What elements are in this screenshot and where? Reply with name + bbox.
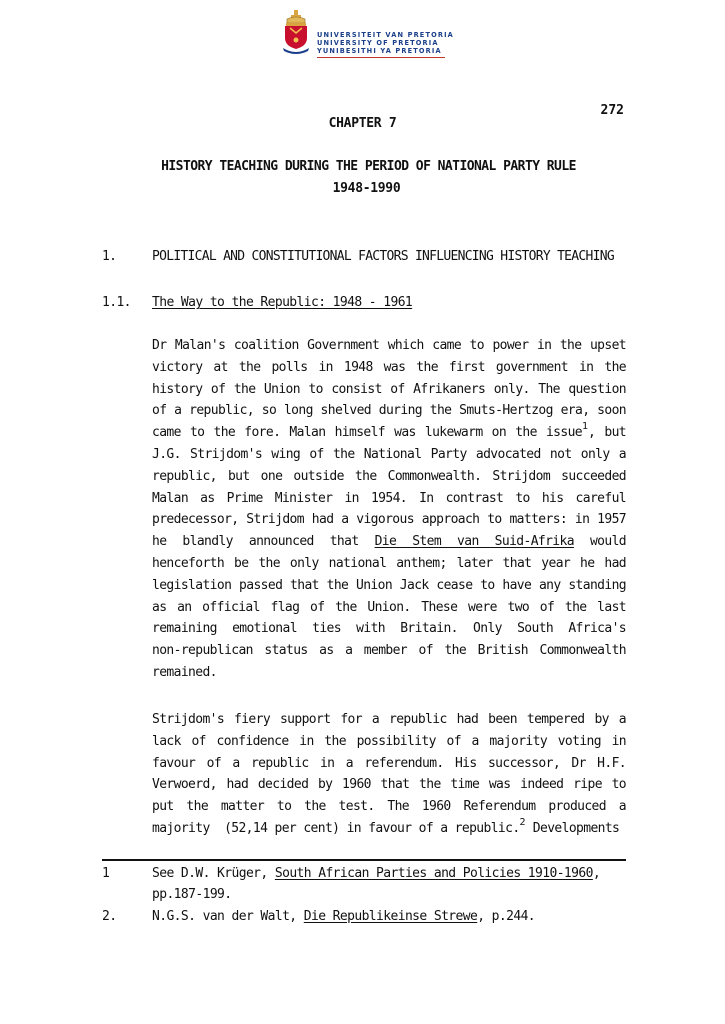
subsection-number: 1.1. [102, 295, 131, 310]
text-line [152, 422, 626, 444]
paragraph-1 [152, 335, 626, 684]
section-number: 1. [102, 249, 117, 264]
text-line: Malan as Prime Minister in 1954. In contrast to his careful [152, 490, 626, 506]
footnote-text: See D.W. Krüger, [152, 866, 275, 881]
footnote-book-title: South African Parties and Policies 1910-1960 [274, 866, 593, 881]
footnote-text: , p.244. [477, 909, 536, 924]
university-logo [281, 10, 461, 58]
university-name [317, 31, 454, 55]
footnote-1-number: 1 [102, 866, 110, 881]
text-line: victory at the polls in 1948 was the first government in the [152, 359, 626, 375]
page-number: 272 [600, 103, 624, 118]
footnote-divider [102, 859, 626, 861]
footnote-text: , [592, 866, 601, 881]
text-line: Verwoerd, had decided by 1960 that the time was indeed ripe to [152, 777, 626, 793]
text-line: of a republic, so long shelved during the Smuts-Hertzog era, soon [152, 403, 626, 419]
logo-line-sepedi: YUNIBESITHI YA PRETORIA [317, 47, 442, 55]
footnote-1 [152, 866, 600, 881]
text-line: lack of confidence in the possibility of a majority voting in [152, 733, 626, 749]
text-fragment: would [589, 534, 626, 550]
text-line [152, 818, 626, 840]
footnote-ref-2[interactable]: 2 [519, 816, 526, 828]
text-line: J.G. Strijdom's wing of the National Party advocated not only a [152, 446, 626, 462]
text-line: as an official flag of the Union. These were two of the last [152, 599, 626, 615]
subsection-title: The Way to the Republic: 1948 - 1961 [152, 295, 413, 310]
text-line: history of the Union to consist of Afrikaners only. The question [152, 381, 626, 397]
text-line [152, 531, 626, 553]
chapter-title: HISTORY TEACHING DURING THE PERIOD OF NATIONAL PARTY RULE [161, 159, 576, 174]
text-line: republic, but one outside the Commonwealth. Strijdom succeeded [152, 468, 626, 484]
text-line: remained. [152, 664, 217, 680]
text-fragment: came to the fore. Malan himself was lukewarm on the issue [152, 425, 582, 441]
text-line: Dr Malan's coalition Government which came to power in the upset [152, 338, 626, 353]
logo-line-english: UNIVERSITY OF PRETORIA [317, 39, 439, 47]
text-line: Strijdom's fiery support for a republic had been tempered by a [152, 712, 626, 727]
text-line: remaining emotional ties with Britain. Only South Africa's [152, 621, 626, 637]
paragraph-2 [152, 709, 626, 840]
text-line: favour of a republic in a referendum. His successor, Dr H.F. [152, 755, 626, 771]
text-fragment: majority (52,14 per cent) in favour of a republic. [152, 820, 520, 836]
anthem-title: Die Stem van Suid-Afrika [374, 534, 574, 550]
footnote-2 [152, 909, 535, 924]
text-line: henceforth be the only national anthem; later that year he had [152, 555, 626, 571]
text-line: legislation passed that the Union Jack cease to have any standing [152, 577, 626, 593]
footnote-text: N.G.S. van der Walt, [152, 909, 304, 924]
text-line: put the matter to the test. The 1960 Referendum produced a [152, 799, 626, 815]
logo-underline [317, 57, 445, 58]
logo-line-afrikaans: UNIVERSITEIT VAN PRETORIA [317, 31, 454, 39]
footnote-1-pages: pp.187-199. [152, 887, 232, 902]
university-crest-icon [281, 10, 311, 56]
chapter-title-years: 1948-1990 [332, 181, 401, 196]
text-fragment: he blandly announced that [152, 534, 359, 550]
chapter-label: CHAPTER 7 [328, 116, 397, 131]
section-title: POLITICAL AND CONSTITUTIONAL FACTORS INFLUENCING HISTORY TEACHING [152, 249, 614, 264]
footnote-ref-1[interactable]: 1 [582, 421, 589, 433]
text-fragment: Developments [525, 820, 620, 836]
text-fragment: , but [588, 425, 626, 441]
footnote-book-title: Die Republikeinse Strewe [303, 909, 478, 924]
text-line: predecessor, Strijdom had a vigorous approach to matters: in 1957 [152, 512, 626, 528]
footnote-2-number: 2. [102, 909, 117, 924]
text-line: non-republican status as a member of the British Commonwealth [152, 643, 626, 659]
